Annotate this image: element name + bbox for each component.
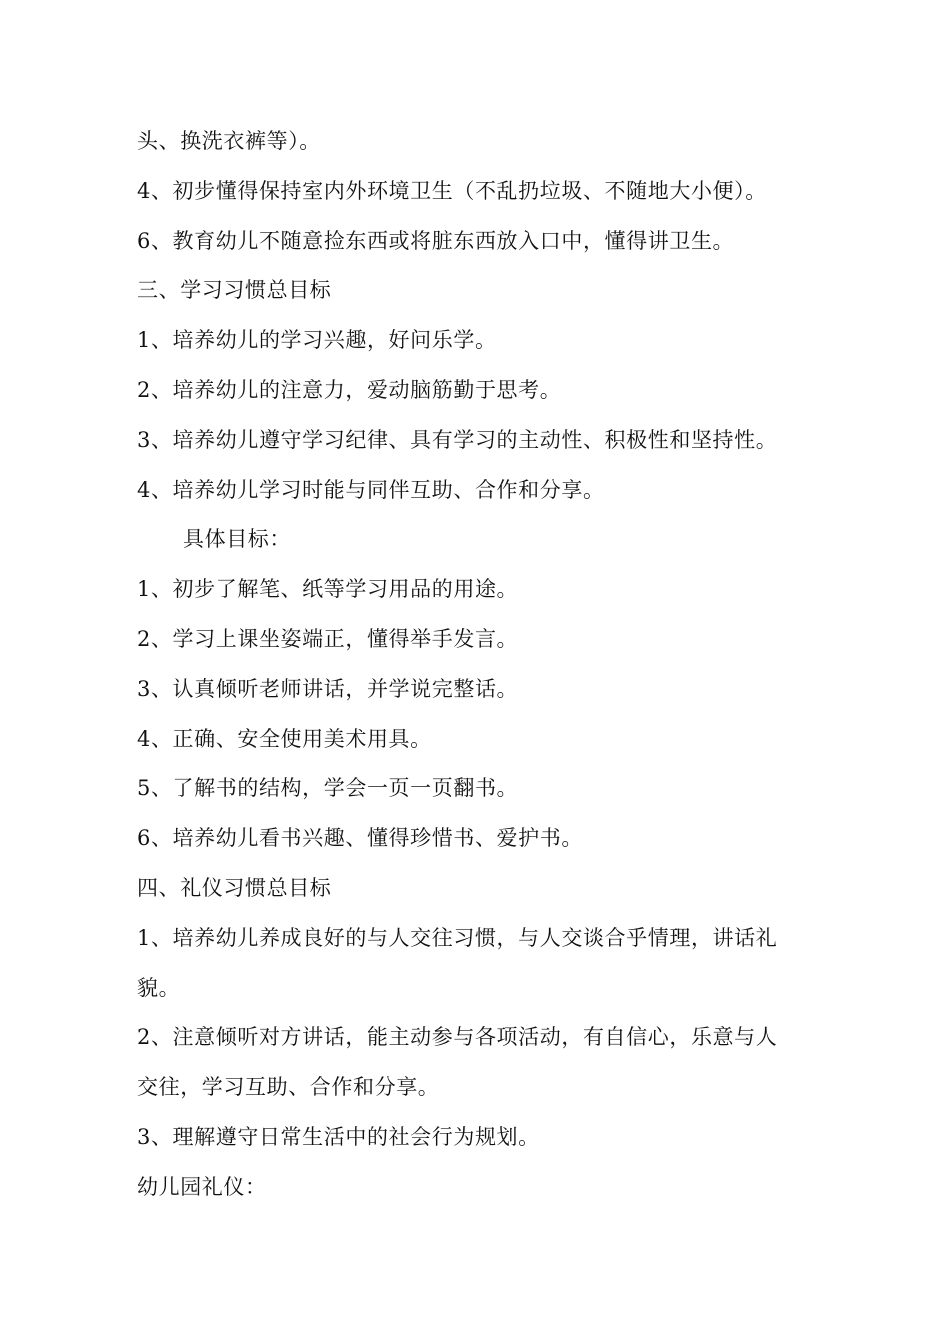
text-line: 2、培养幼儿的注意力，爱动脑筋勤于思考。 (137, 377, 562, 402)
text-line: 1、初步了解笔、纸等学习用品的用途。 (137, 577, 519, 602)
text-line: 4、培养幼儿学习时能与同伴互助、合作和分享。 (137, 477, 605, 502)
subsection-heading: 幼儿园礼仪： (137, 1174, 267, 1199)
subsection-heading: 具体目标： (183, 527, 291, 552)
text-line: 5、了解书的结构，学会一页一页翻书。 (137, 776, 519, 801)
text-line: 6、教育幼儿不随意捡东西或将脏东西放入口中，懂得讲卫生。 (137, 228, 735, 253)
text-line: 3、认真倾听老师讲话，并学说完整话。 (137, 676, 519, 701)
text-line: 1、培养幼儿的学习兴趣，好问乐学。 (137, 328, 497, 353)
text-line: 3、理解遵守日常生活中的社会行为规划。 (137, 1124, 540, 1149)
text-line: 1、培养幼儿养成良好的与人交往习惯，与人交谈合乎情理，讲话礼 (137, 925, 778, 950)
text-line: 6、培养幼儿看书兴趣、懂得珍惜书、爱护书。 (137, 826, 583, 851)
text-line: 貌。 (137, 975, 181, 1000)
text-line: 2、学习上课坐姿端正，懂得举手发言。 (137, 626, 519, 651)
section-heading: 四、礼仪习惯总目标 (137, 875, 332, 900)
document-body (137, 117, 817, 1213)
section-heading: 三、学习习惯总目标 (137, 278, 332, 303)
text-line: 4、正确、安全使用美术用具。 (137, 726, 432, 751)
text-line: 4、初步懂得保持室内外环境卫生（不乱扔垃圾、不随地大小便）。 (137, 178, 767, 203)
text-line: 头、换洗衣裤等）。 (137, 129, 321, 153)
text-line: 3、培养幼儿遵守学习纪律、具有学习的主动性、积极性和坚持性。 (137, 427, 778, 452)
text-line: 交往，学习互助、合作和分享。 (137, 1075, 440, 1100)
text-line: 2、注意倾听对方讲话，能主动参与各项活动，有自信心，乐意与人 (137, 1025, 778, 1050)
